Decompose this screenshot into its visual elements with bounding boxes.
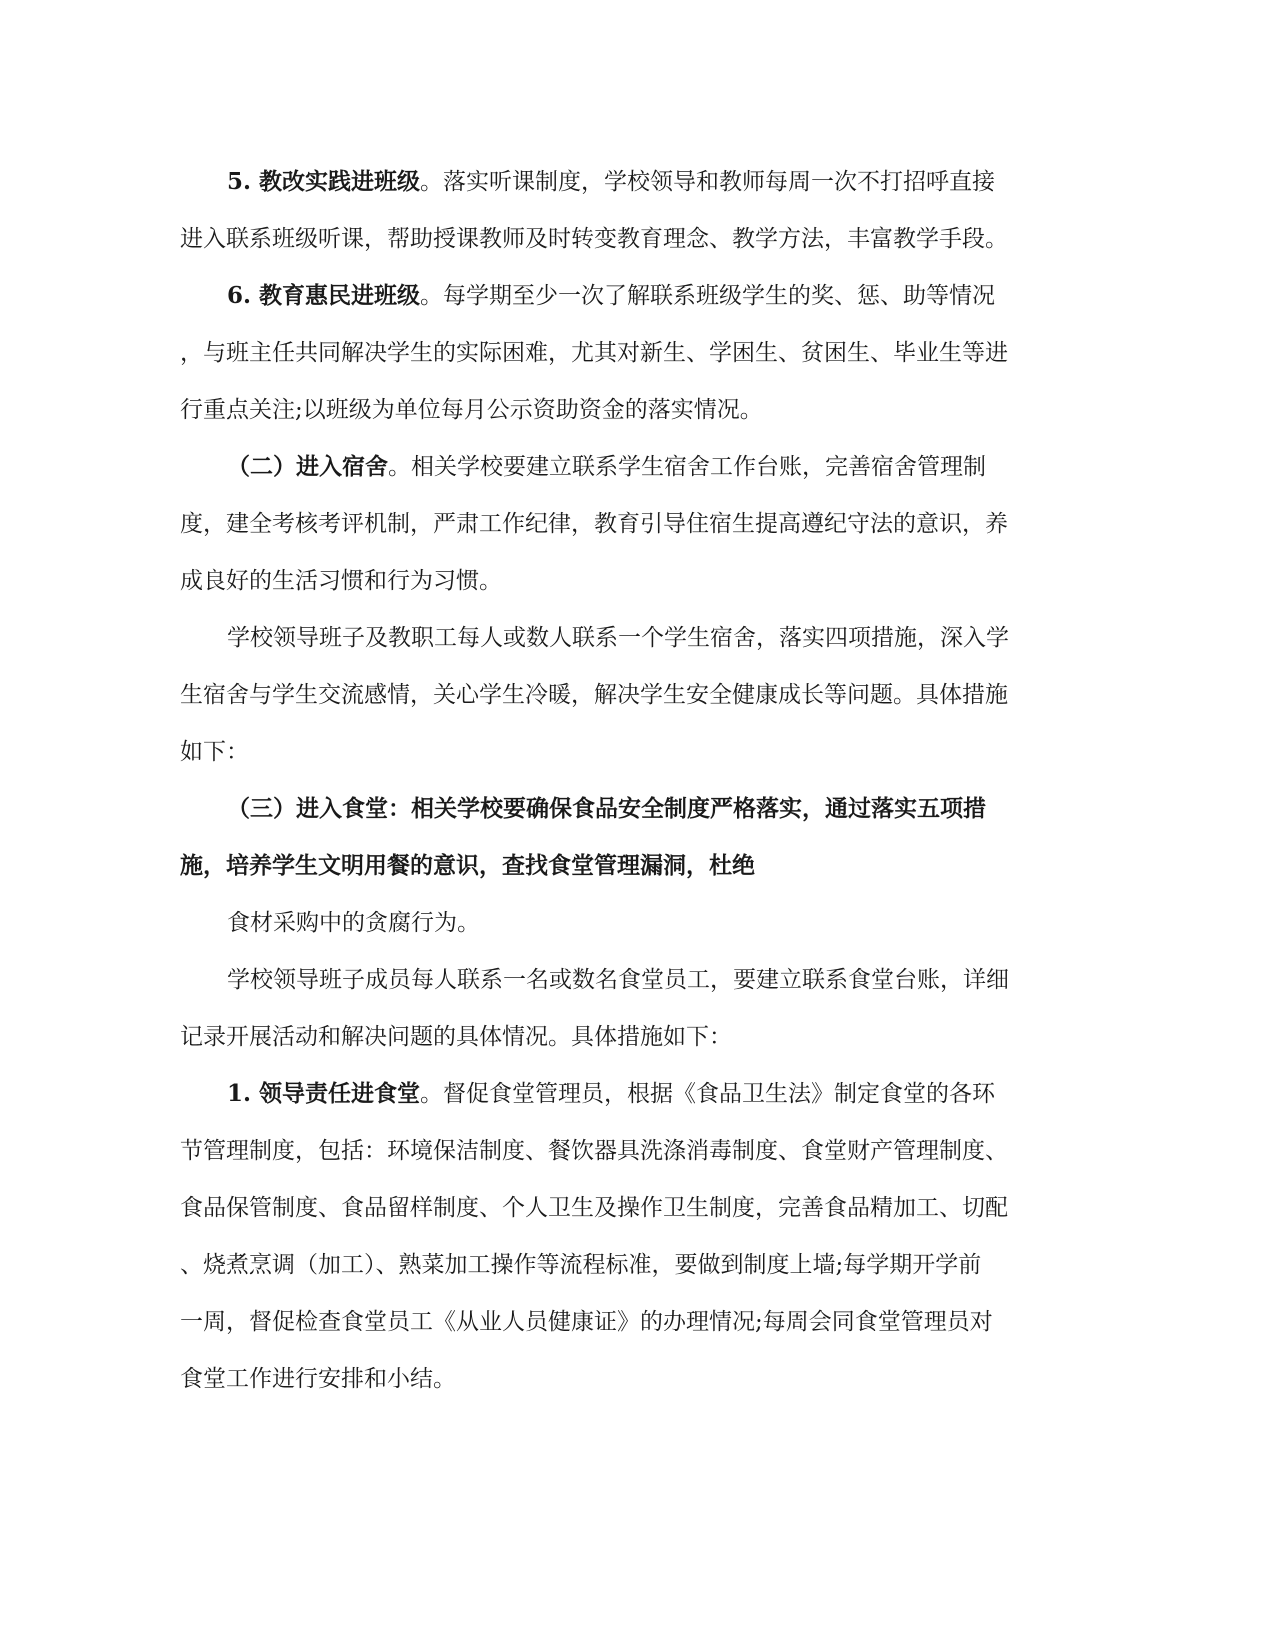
- text-run: 。每学期至少一次了解联系班级学生的奖、惩、助等情况: [420, 283, 996, 309]
- heading-leadership-canteen: 1. 领导责任进食堂: [227, 1080, 421, 1107]
- line-7: [180, 504, 1037, 544]
- text-run: 节管理制度，包括：环境保洁制度、餐饮器具洗涤消毒制度、食堂财产管理制度、: [180, 1138, 1008, 1164]
- line-17: [227, 1074, 1037, 1114]
- line-18: [180, 1131, 1037, 1171]
- text-run-bold: 施，培养学生文明用餐的意识，查找食堂管理漏洞，杜绝: [180, 852, 755, 879]
- line-12: [227, 789, 1037, 829]
- line-1: [227, 162, 1037, 202]
- heading-teaching-reform: 5. 教改实践进班级: [227, 168, 421, 195]
- text-run: 食品保管制度、食品留样制度、个人卫生及操作卫生制度，完善食品精加工、切配: [180, 1195, 1008, 1221]
- text-run: 食材采购中的贪腐行为。: [227, 910, 480, 936]
- heading-enter-dormitory: （二）进入宿舍: [227, 453, 388, 480]
- line-20: [180, 1245, 1037, 1285]
- line-13: [180, 846, 1037, 886]
- line-3: [227, 276, 1037, 316]
- line-16: [180, 1017, 1037, 1057]
- text-run: 。相关学校要建立联系学生宿舍工作台账，完善宿舍管理制: [388, 454, 986, 480]
- text-run: 生宿舍与学生交流感情，关心学生冷暖，解决学生安全健康成长等问题。具体措施: [180, 682, 1008, 708]
- text-run: 。督促食堂管理员，根据《食品卫生法》制定食堂的各环: [420, 1081, 996, 1107]
- text-run: 一周，督促检查食堂员工《从业人员健康证》的办理情况;每周会同食堂管理员对: [180, 1309, 993, 1335]
- line-5: [180, 390, 1037, 430]
- line-8: [180, 561, 1037, 601]
- text-run: 度，建全考核考评机制，严肃工作纪律，教育引导住宿生提高遵纪守法的意识，养: [180, 511, 1008, 537]
- line-10: [180, 675, 1037, 715]
- line-2: [180, 219, 1037, 259]
- text-run: 成良好的生活习惯和行为习惯。: [180, 568, 502, 594]
- text-run: 如下：: [180, 739, 249, 765]
- line-15: [227, 960, 1037, 1000]
- text-run: 记录开展活动和解决问题的具体情况。具体措施如下：: [180, 1024, 732, 1050]
- text-run: 食堂工作进行安排和小结。: [180, 1366, 456, 1392]
- line-19: [180, 1188, 1037, 1228]
- line-21: [180, 1302, 1037, 1342]
- line-9: [227, 618, 1037, 658]
- line-11: [180, 732, 1037, 772]
- text-run: 学校领导班子及教职工每人或数人联系一个学生宿舍，落实四项措施，深入学: [227, 625, 1009, 651]
- line-14: [227, 903, 1037, 943]
- text-run: 、烧煮烹调（加工）、熟菜加工操作等流程标准，要做到制度上墙;每学期开学前: [180, 1252, 982, 1278]
- text-run: ，与班主任共同解决学生的实际困难，尤其对新生、学困生、贫困生、毕业生等进: [180, 340, 1008, 366]
- line-4: [180, 333, 1037, 373]
- heading-education-benefit: 6. 教育惠民进班级: [227, 282, 421, 309]
- text-run: 学校领导班子成员每人联系一名或数名食堂员工，要建立联系食堂台账，详细: [227, 967, 1009, 993]
- heading-enter-canteen: （三）进入食堂：相关学校要确保食品安全制度严格落实，通过落实五项措: [227, 795, 986, 822]
- text-run: 进入联系班级听课，帮助授课教师及时转变教育理念、教学方法，丰富教学手段。: [180, 226, 1008, 252]
- line-22: [180, 1359, 1037, 1399]
- text-run: 。落实听课制度，学校领导和教师每周一次不打招呼直接: [420, 169, 996, 195]
- text-run: 行重点关注;以班级为单位每月公示资助资金的落实情况。: [180, 397, 763, 423]
- line-6: [227, 447, 1037, 487]
